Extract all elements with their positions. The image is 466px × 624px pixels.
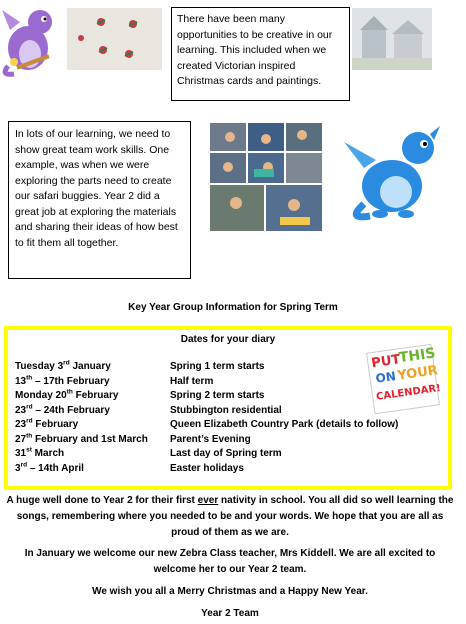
diary-event: Spring 1 term starts [170, 361, 265, 372]
badge-your: YOUR [396, 363, 439, 384]
diary-row [15, 375, 415, 389]
diary-date [15, 404, 110, 418]
blue-dragon-clipart [340, 124, 444, 224]
diary-row [15, 404, 415, 418]
date-sup: rd [26, 417, 33, 425]
date-rest: January [69, 361, 111, 372]
date-rest: – 17th February [32, 375, 110, 387]
victorian-painting-photo [352, 8, 432, 70]
diary-heading: Dates for your diary [180, 334, 276, 345]
diary-row [15, 447, 415, 461]
nativity-text-a: A huge well done to Year 2 for their first [6, 495, 198, 506]
date-rest: February [72, 390, 119, 401]
date-sup: rd [63, 359, 70, 367]
date-rest: March [31, 448, 65, 459]
diary-row [15, 462, 415, 476]
badge-this: THIS [397, 345, 437, 367]
date-rest: – 24th February [32, 404, 110, 416]
date-rest: – 14th April [27, 462, 84, 474]
date-text: 13 [15, 375, 27, 387]
badge-calendar: CALENDAR! [375, 382, 442, 403]
creative-learning-text: There have been many opportunities to be creative in our learning. This included when we created Victorian inspired Christmas cards and paintings. [177, 13, 333, 87]
nativity-ever: ever [197, 495, 219, 506]
nativity-text-b: nativity in school. You all did so well learning the songs, remembering where you needed to be and your words. We hope that you are all as proud of them as we are. [16, 495, 454, 538]
diary-event: Spring 2 term starts [170, 390, 265, 401]
signoff: Year 2 Team [201, 608, 259, 619]
date-text: 3 [15, 462, 21, 474]
safari-buggy-collage [210, 123, 322, 231]
diary-box [4, 326, 452, 490]
date-sup: th [26, 374, 33, 382]
diary-date [15, 389, 118, 403]
purple-dragon-clipart [0, 0, 58, 80]
date-sup: rd [20, 461, 28, 469]
badge-on: ON [374, 369, 397, 386]
creative-learning-box [171, 7, 350, 101]
diary-date [15, 462, 84, 476]
diary-date [15, 447, 64, 461]
diary-row [15, 360, 415, 374]
nativity-paragraph [4, 493, 456, 541]
date-text: 31 [15, 448, 27, 459]
date-sup: th [26, 432, 33, 440]
date-rest: February and 1st March [32, 433, 148, 445]
diary-event: Half term [170, 375, 214, 387]
diary-date [15, 375, 110, 389]
christmas-wishes: We wish you all a Merry Christmas and a Happy New Year. [92, 586, 368, 597]
diary-event: Easter holidays [170, 462, 244, 474]
diary-date [15, 433, 148, 447]
date-text: 23 [15, 404, 27, 416]
badge-put: PUT [370, 352, 402, 372]
diary-event: Queen Elizabeth Country Park (details to follow) [170, 419, 399, 430]
key-info-heading: Key Year Group Information for Spring Term [128, 302, 338, 313]
date-sup: th [66, 388, 73, 396]
diary-event: Stubbington residential [170, 404, 282, 416]
date-text: 27 [15, 433, 27, 445]
diary-date [15, 360, 111, 374]
date-text: 23 [15, 419, 27, 430]
date-sup: st [26, 446, 32, 454]
date-rest: February [32, 419, 79, 430]
christmas-cards-photo [67, 8, 162, 70]
diary-row [15, 433, 415, 447]
date-sup: rd [26, 403, 33, 411]
teamwork-text: In lots of our learning, we need to show great team work skills. One example, was when we were exploring the parts need to create our safari buggies. Year 2 did a great job at exploring the materials and sharing their ideas of how best to fit them all together. [15, 128, 178, 249]
diary-row [15, 389, 415, 403]
teamwork-box [8, 121, 191, 279]
diary-row [15, 418, 415, 432]
date-text: Tuesday 3 [15, 361, 64, 372]
calendar-badge [366, 344, 440, 415]
diary-date [15, 418, 78, 432]
diary-event: Parent’s Evening [170, 433, 251, 445]
diary-event: Last day of Spring term [170, 448, 282, 459]
date-text: Monday 20 [15, 390, 67, 401]
zebra-class-paragraph: In January we welcome our new Zebra Class teacher, Mrs Kiddell. We are all excited to welcome her to our Year 2 team. [24, 548, 436, 575]
